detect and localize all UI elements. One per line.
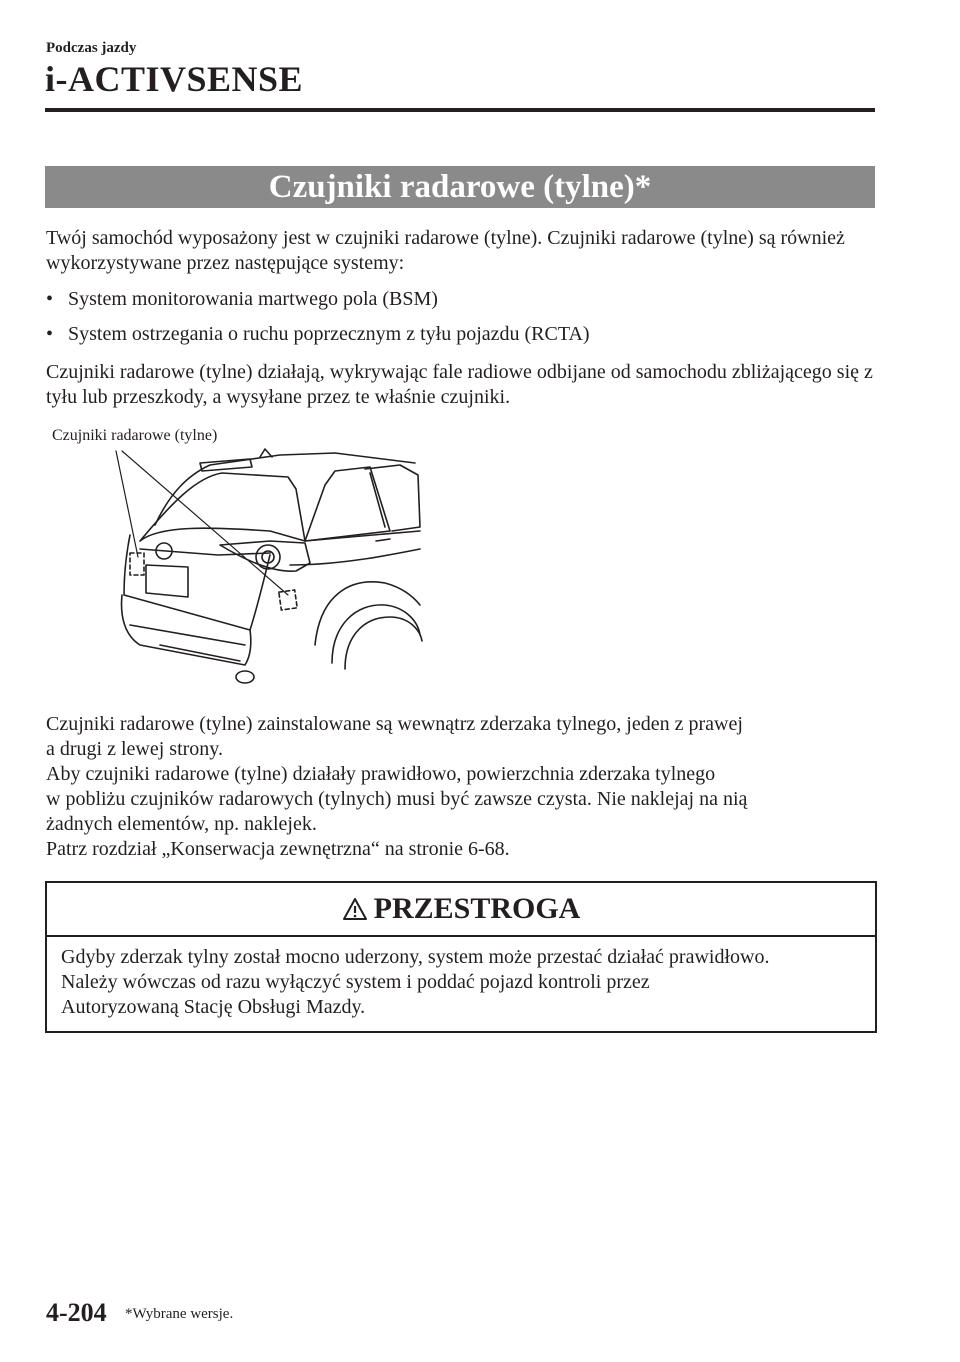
chapter-title: i-ACTIVSENSE <box>45 59 304 99</box>
car-rear-illustration <box>100 445 430 695</box>
paragraph-line: Patrz rozdział „Konserwacja zewnętrzna“ na stronie 6-68. <box>46 838 510 860</box>
footnote: *Wybrane wersje. <box>125 1306 234 1322</box>
caution-header <box>47 883 875 937</box>
bullet-icon: • <box>46 288 54 310</box>
page-number: 4-204 <box>46 1298 107 1327</box>
paragraph-line: Aby czujniki radarowe (tylne) działały prawidłowo, powierzchnia zderzaka tylnego <box>46 763 716 785</box>
caution-line: Autoryzowaną Stację Obsługi Mazdy. <box>61 996 366 1018</box>
caution-box <box>45 881 877 1033</box>
list-item-text: System monitorowania martwego pola (BSM) <box>68 288 438 310</box>
section-label: Podczas jazdy <box>46 40 137 56</box>
intro-paragraph: Twój samochód wyposażony jest w czujniki radarowe (tylne). Czujniki radarowe (tylne) są również wykorzystywane przez następujące systemy: <box>46 227 845 274</box>
caution-line: Gdyby zderzak tylny został mocno uderzony, system może przestać działać prawidłowo. <box>61 946 770 968</box>
paragraph-line: żadnych elementów, np. naklejek. <box>46 813 317 835</box>
installation-paragraph <box>46 712 876 862</box>
bullet-icon: • <box>46 323 54 345</box>
list-item-text: System ostrzegania o ruchu poprzecznym z tyłu pojazdu (RCTA) <box>68 323 590 345</box>
description-paragraph: Czujniki radarowe (tylne) działają, wykrywając fale radiowe odbijane od samochodu zbliżającego się z tyłu lub przeszkody, a wysyłane przez te właśnie czujniki. <box>46 361 873 408</box>
page-title: Czujniki radarowe (tylne)* <box>45 166 875 208</box>
illustration-label: Czujniki radarowe (tylne) <box>52 427 218 444</box>
list-item <box>46 322 590 347</box>
list-item <box>46 287 438 312</box>
header-rule <box>45 108 875 112</box>
paragraph-line: Czujniki radarowe (tylne) zainstalowane są wewnątrz zderzaka tylnego, jeden z prawej <box>46 713 743 735</box>
caution-title: PRZESTROGA <box>373 892 581 925</box>
caution-text <box>61 945 871 1020</box>
warning-triangle-icon <box>342 897 368 921</box>
paragraph-line: w pobliżu czujników radarowych (tylnych) musi być zawsze czysta. Nie naklejaj na nią <box>46 788 748 810</box>
paragraph-line: a drugi z lewej strony. <box>46 738 223 760</box>
caution-line: Należy wówczas od razu wyłączyć system i poddać pojazd kontroli przez <box>61 971 650 993</box>
